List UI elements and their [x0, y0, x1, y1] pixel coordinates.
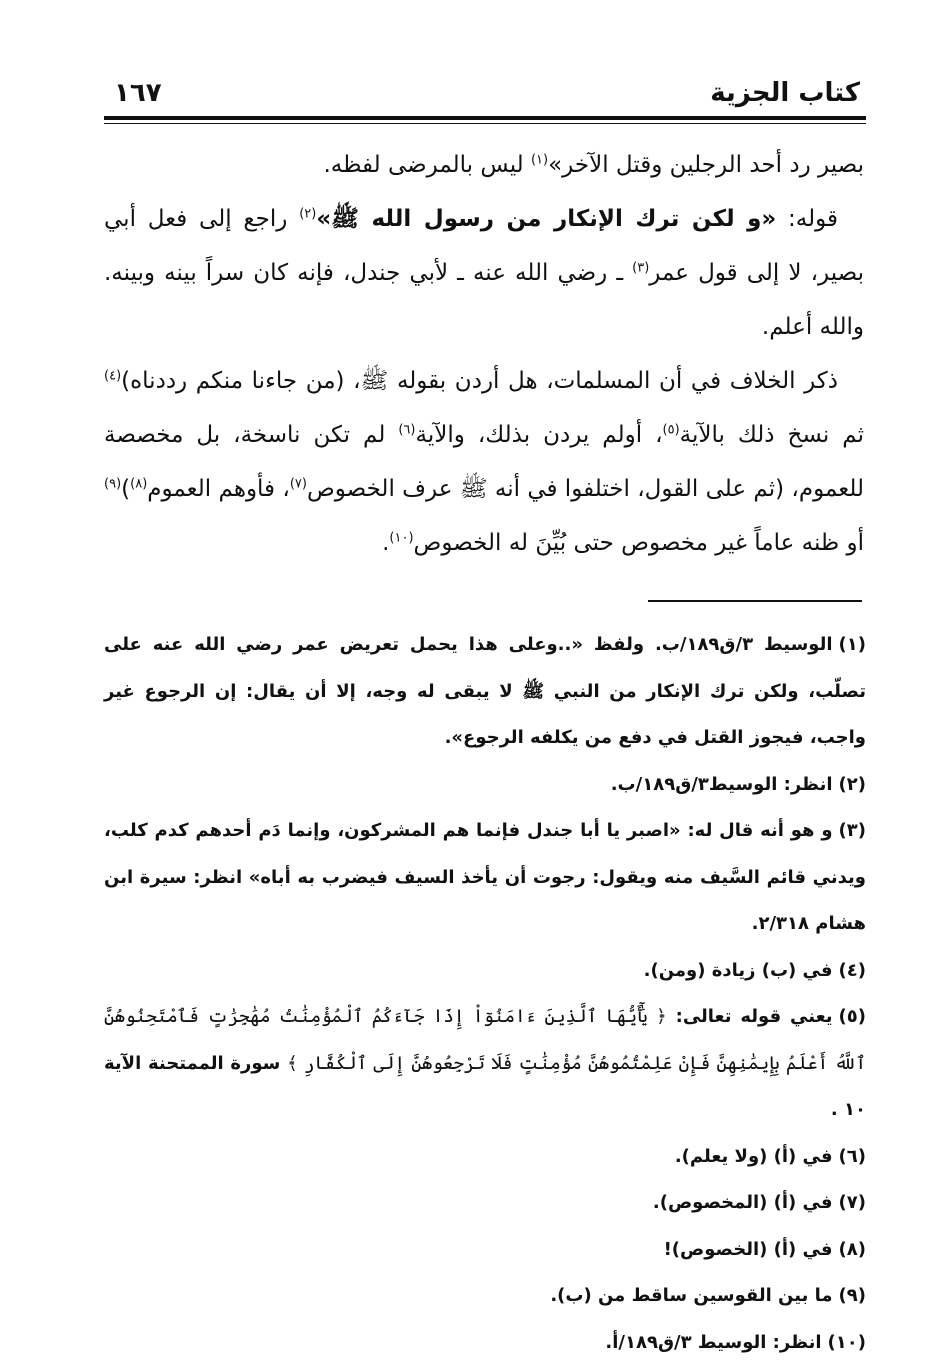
footnote-ref-6: (٦) [398, 422, 416, 438]
footnote-ref-3: (٣) [632, 260, 650, 276]
footnote-7: (٧)في (أ) (المخصوص). [652, 1192, 866, 1213]
paragraph-1: بصير رد أحد الرجلين وقتل الآخر»$^{(١)}$ ليس بالمرضى لفظه. [323, 152, 864, 178]
footnote-ref-10: (١٠) [389, 530, 414, 546]
footnotes [104, 622, 866, 1366]
footnote-3: (٣)و هو أنه قال له: «اصبر يا أبا جندل فإنما هم المشركون، وإنما دَم أحدهم كدم كلب، ويدني قائم السَّيف منه ويقول: رجوت أن يأخذ السيف فيضرب به أباه» انظر: سيرة ابن هشام ٢/٣١٨. [104, 820, 866, 934]
footnote-ref-5: (٥) [662, 422, 680, 438]
footnote-ref-7: (٧) [289, 476, 307, 492]
page-number: ١٦٧ [114, 78, 162, 108]
running-title: كتاب الجزية [710, 78, 860, 108]
footnote-ref-4: (٤) [104, 368, 122, 384]
footnote-separator [648, 600, 862, 602]
header-rule-thin [104, 123, 866, 124]
paragraph-3: ذكر الخلاف في أن المسلمات، هل أردن بقوله ﷺ، (من جاءنا منكم رددناه)$^{(٤)}$ ثم نسخ ذلك بالآية$^{(٥)}$، أولم يردن بذلك، والآية$^{(٦)}$ لم تكن ناسخة، بل مخصصة للعموم، (ثم على القول، اختلفوا في أنه ﷺ عرف الخصوص$^{(٧)}$، فأوهم العموم$^{(٨)}$)$^{(٩)}$ أو ظنه عاماً غير مخصوص حتى بُيِّنَ له الخصوص$^{(١٠)}$. [104, 368, 864, 556]
paragraph-2: قوله: «و لكن ترك الإنكار من رسول الله ﷺ»$^{(٢)}$ راجع إلى فعل أبي بصير، لا إلى قول عمر$^{(٣)}$ ـ رضي الله عنه ـ لأبي جندل، فإنه كان سراً بينه وبينه. والله أعلم. [104, 206, 864, 340]
header-rule-thick [104, 116, 866, 120]
main-text [104, 138, 864, 570]
footnote-8: (٨)في (أ) (الخصوص)! [663, 1238, 866, 1260]
footnote-5: (٥)يعني قوله تعالى: ﴿ يَٰٓأَيُّهَا ٱلَّذِينَ ءَامَنُوٓاْ إِذَا جَآءَكُمُ ٱلْمُؤْمِنَٰتُ مُهَٰجِرَٰتٍ فَٱمْتَحِنُوهُنَّ ٱللَّهُ أَعْلَمُ بِإِيمَٰنِهِنَّ فَإِنْ عَلِمْتُمُوهُنَّ مُؤْمِنَٰتٍ فَلَا تَرْجِعُوهُنَّ إِلَى ٱلْكُفَّارِ ﴾ سورة الممتحنة الآية ١٠ . [104, 1006, 867, 1120]
footnote-1: (١)الوسيط ٣/ق١٨٩/ب. ولفظ «..وعلى هذا يحمل تعريض عمر رضي الله عنه على تصلّب، ولكن ترك الإنكار من النبي ﷺ لا يبقى له وجه، إلا أن يقال: إن الرجوع غير واجب، فيجوز القتل في دفع من يكلفه الرجوع». [104, 634, 866, 748]
footnote-4: (٤)في (ب) زيادة (ومن). [643, 959, 866, 981]
quoted-phrase: «و لكن ترك الإنكار من رسول الله ﷺ» [316, 206, 777, 232]
footnote-ref-8: (٨) [130, 476, 148, 492]
page-header [104, 72, 864, 118]
footnote-10: (١٠)انظر: الوسيط ٣/ق١٨٩/أ. [605, 1331, 866, 1353]
footnote-ref-9: (٩) [104, 476, 122, 492]
footnote-ref-1: (١) [530, 152, 549, 168]
quran-verse: ﴿ يَٰٓأَيُّهَا ٱلَّذِينَ ءَامَنُوٓاْ إِذَا جَآءَكُمُ ٱلْمُؤْمِنَٰتُ مُهَٰجِرَٰتٍ فَٱمْتَحِنُوهُنَّ ٱللَّهُ أَعْلَمُ بِإِيمَٰنِهِنَّ فَإِنْ عَلِمْتُمُوهُنَّ مُؤْمِنَٰتٍ فَلَا تَرْجِعُوهُنَّ إِلَى ٱلْكُفَّارِ ﴾ [104, 1006, 867, 1074]
footnote-ref-2: (٢) [299, 206, 317, 222]
footnote-6: (٦)في (أ) (ولا يعلم). [674, 1145, 866, 1167]
footnote-2: (٢)انظر: الوسيط٣/ق١٨٩/ب. [610, 773, 866, 795]
footnote-9: (٩)ما بين القوسين ساقط من (ب). [550, 1285, 866, 1306]
